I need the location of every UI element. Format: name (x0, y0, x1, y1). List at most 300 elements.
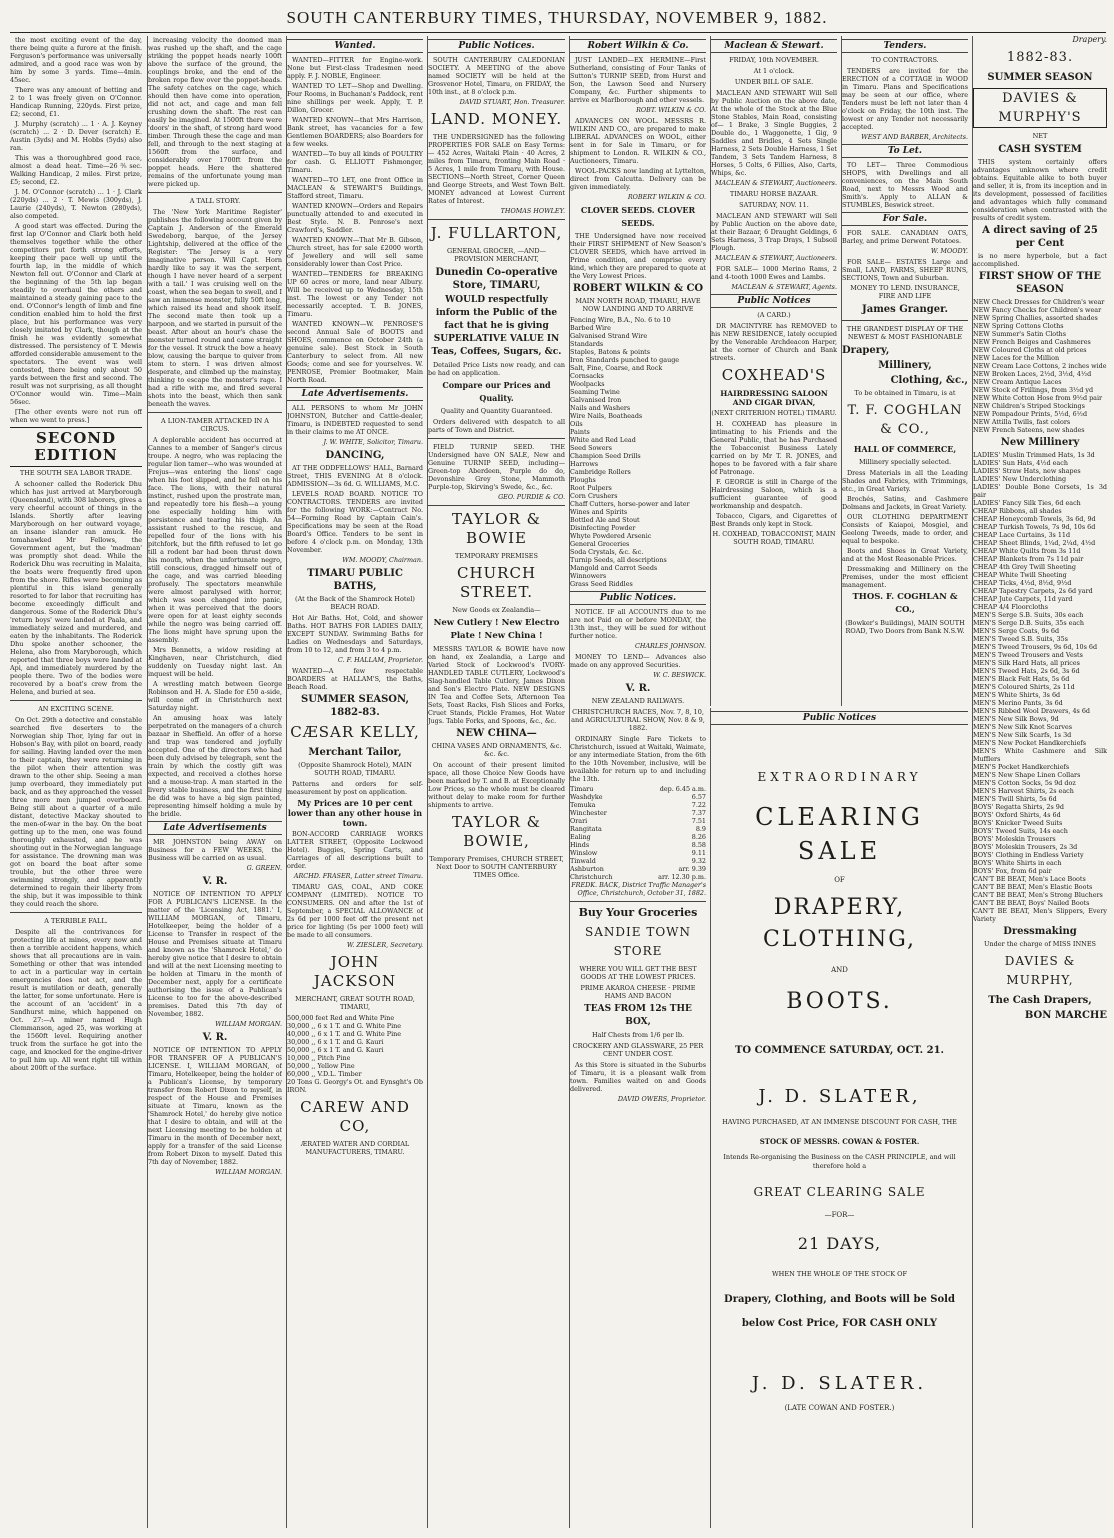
horse-bazaar: TIMARU HORSE BAZAAR. (729, 190, 819, 198)
season-year: 1882-83. (1006, 50, 1074, 65)
goods-item: Whyte Powdered Arsenic (570, 532, 652, 540)
new-item: NEW Spring Challies, assorted shades (973, 314, 1098, 322)
masthead (0, 8, 1114, 28)
price-item: CHEAP Turkish Towels, 7s 9d, 10s 6d (973, 523, 1096, 531)
timetable-row (570, 793, 706, 801)
tall-story-heading: A TALL STORY. (189, 197, 241, 205)
column-6 (710, 36, 837, 706)
goods-item: Fencing Wire, B.A., No. 6 to 10 (570, 316, 671, 324)
price-item: MEN'S New Silk Bows, 9d (973, 715, 1059, 723)
temporary-premises: TEMPORARY PREMISES (455, 552, 538, 560)
public-notices-heading-3: Public Notices (711, 294, 837, 308)
goods-item: Turnip Seeds, all descriptions (570, 556, 667, 564)
press-note: [The other events were not run off when we went to press.] (10, 408, 142, 424)
station-time: 8.58 (691, 841, 706, 849)
price-item: CHEAP Sheet Blinds, 1¼d, 2¼d, 4½d (973, 539, 1096, 547)
goods-item: Champion Seed Drills (570, 452, 641, 460)
station-time: 7.22 (691, 801, 706, 809)
divider (10, 912, 142, 913)
price-item: CAN'T BE BEAT, Men's Strong Bluchers (973, 891, 1103, 899)
drapery-line: Drapery, (842, 345, 890, 356)
price-item: MEN'S Harvest Shirts, 2s each (973, 787, 1074, 795)
timber-item: 30,000 ,, 6 x 1 T. and G. White Pine (287, 1022, 402, 1030)
crockery: CROCKERY AND GLASSWARE, 25 PER CENT UNDER COST. (572, 1042, 704, 1058)
price-item: MEN'S Silk Hard Hats, all prices (973, 659, 1080, 667)
john-jackson: JOHN JACKSON (313, 953, 397, 990)
station-name: Winchester (570, 809, 607, 817)
new-items-list (973, 298, 1107, 434)
summer-season-heading: SUMMER SEASON (987, 72, 1093, 83)
to-let-heading: To Let. (842, 144, 968, 158)
extraordinary: EXTRAORDINARY (757, 770, 922, 784)
timetable-row (570, 785, 706, 793)
price-item: MEN'S Coloured Shirts, 2s 11d (973, 683, 1075, 691)
station-time: 7.51 (691, 817, 706, 825)
new-item: NEW Spring Cottons Cloths (973, 322, 1064, 330)
late-advertisements-heading: Late Advertisements (148, 821, 282, 835)
coghlan-footer: THOS. F. COGHLAN & CO., (852, 592, 958, 615)
price-item: BOYS' Knicker Tweed Suits (973, 819, 1063, 827)
slater-heading: J. D. SLATER, (758, 1086, 921, 1107)
sale-2-signature: MACLEAN & STEWART, Auctioneers. (715, 254, 837, 262)
wanted-ad-3: WANTED KNOWN—that Mrs Harrison, Bank street, has vacancies for a few Gentlemen BOARDERS; also Boarders for a few weeks. (287, 116, 423, 148)
price-item: BOYS' Moleskin Trousers, 2s 3d (973, 843, 1078, 851)
price-item: MEN'S Twill Shirts, 5s 6d (973, 795, 1057, 803)
wanted-ad-4: WANTED—To buy all kinds of POULTRY for cash. G. ELLIOTT Fishmonger, Timaru. (287, 150, 423, 174)
goods-item: Soda Crystals, &c. &c. (570, 548, 644, 556)
taylor-bowie-address: Temporary Premises, CHURCH STREET, Next Door to SOUTH CANTERBURY TIMES Office. (429, 855, 564, 879)
twenty-one-days: 21 DAYS, (797, 1234, 882, 1253)
goods-item: Paints (570, 428, 590, 436)
price-item: LADIES' Straw Hats, new shapes (973, 467, 1081, 475)
clearing-sale: CLEARING SALE (755, 803, 924, 865)
divider (148, 412, 282, 413)
davies-murphy-footer: DAVIES & MURPHY, (1004, 954, 1076, 987)
new-item: NEW Coloured Cloths at old prices (973, 346, 1087, 354)
station-name: Orari (570, 817, 588, 825)
dressmaking-heading: Dressmaking (1003, 926, 1077, 937)
cash-system: CASH SYSTEM (998, 144, 1082, 155)
sandie-town-store: SANDIE TOWN STORE (585, 925, 691, 958)
new-item: NEW Cream Antique Laces (973, 378, 1062, 386)
license-2-signature: WILLIAM MORGAN. (215, 1168, 282, 1176)
price-item: CAN'T BE BEAT, Men's Lace Boots (973, 875, 1086, 883)
timetable-row (570, 865, 706, 873)
land-body: THE UNDERSIGNED has the following PROPERTIES FOR SALE on Easy Terms:— 452 Acres, Waitaki Plain · 40 Acres, 2 miles from Timaru, fronting Main Road · 5 Acres, 1 mile from Timaru, with House. SECTIONS—North Street, Corner Queen and George Streets, and West Town Belt. MONEY advanced at Lowest Current Rates of Interest. (428, 133, 565, 205)
new-item: NEW Stock of Frillings, from 3½d yd (973, 386, 1094, 394)
bennetts-item: Mrs Bennetts, a widow residing at Kinghaven, near Christchurch, died suddenly on Tuesday night last. An inquest will be held. (148, 646, 282, 678)
carew-and-co: CAREW AND CO, (300, 1098, 410, 1135)
notice-signature: CHARLES JOHNSON. (634, 642, 706, 650)
hoax-item: An amusing hoax was lately perpetrated on the managers of a church bazaar in Sheffield. An offer of a horse and trap was tendered and joyfully accepted. One of the directors who had been duly advised by telegraph, sent the train by which the costly gift was expected, and received a clothes horse and a mouse-trap. A man started in the livery stable business, and the first thing he did was to have a big sign painted, representing himself holding a mule by the bridle. (148, 714, 282, 818)
goods-item: Standards (570, 340, 604, 348)
station-name: Ashburton (570, 865, 604, 873)
coxhead-heading: COXHEAD'S (721, 366, 827, 384)
goods-item: Harrows (570, 460, 599, 468)
to-let-ad: TO LET— Three Commodious SHOPS, with Dwellings and all conveniences, on the Main South Road, next to Messrs Wood and Smith's. Apply to ALLAN & STUMBLES, Beswick street. (842, 161, 968, 209)
coghlan-heading: T. F. COGHLAN & CO., (847, 403, 963, 437)
wilkin-address: MAIN NORTH ROAD, TIMARU, HAVE NOW LANDING AND TO ARRIVE (575, 297, 701, 313)
price-item: MEN'S Cotton Socks, 5s 9d doz (973, 779, 1076, 787)
price-item: MEN'S Tweed Hats, 2s 6d, 3s 6d (973, 667, 1080, 675)
price-item: MEN'S New Shape Linen Collars (973, 771, 1081, 779)
accounts-signature: J. W. WHITE, Solicitor, Timaru. (323, 438, 423, 446)
new-item: NEW Laces for the Million (973, 354, 1060, 362)
goods-item: Nails and Washers (570, 404, 631, 412)
tender-signature: WEST AND BARBER, Architects. (861, 133, 968, 141)
tailor-note: Patterns and orders for self-measurement by post on application. (287, 780, 423, 796)
carriage-signature: ARCHD. FRASER, Latter street Timaru. (293, 872, 423, 880)
merchant-tailor: Merchant Tailor, (308, 747, 402, 758)
license-notice-1: NOTICE OF INTENTION TO APPLY FOR A PUBLICAN'S LICENSE. In the matter of the 'Licensing Act, 1881.' I, WILLIAM MORGAN, of Timaru, Hotelkeeper, being the holder of a License to Transfer in respect of the House and Premises situate at Timaru and known as the 'Shamrock Hotel,' do hereby give notice that I desire to obtain and will at the next Licensing meeting to be holden at Timaru in the month of December next, apply for a certificate authorising the issue of a Publican's License to too for the above-described premises. Dated this 7th day of November, 1882. (148, 890, 282, 1018)
divider (428, 505, 565, 506)
divider (148, 192, 282, 193)
column-4 (427, 36, 565, 1528)
timetable-row (570, 809, 706, 817)
station-name: Rangitata (570, 825, 602, 833)
goods-item: Staples, Batons & points (570, 348, 651, 356)
issue-date: THURSDAY, NOVEMBER 9, 1882. (548, 8, 828, 27)
license-notice-2: NOTICE OF INTENTION TO APPLY FOR TRANSFER OF A PUBLICAN'S LICENSE. I, WILLIAM MORGAN, of Timaru, Hotelkeeper, being the holder of a Publican's License, by temporary transfer from Robert Dixon to myself, in respect of the House and Premises situate at Timaru, known as the 'Shamrock Hotel,' do hereby give notice that I desire to obtain, and will at the next Licensing meeting to be holden at Timaru in the month of December next, apply for a transfer of the said License from Robert Dixon to myself. Dated this 7th day of November, 1882. (148, 1046, 282, 1166)
column-8 (972, 36, 1107, 1528)
tobacco-notice: Tobacco, Cigars, and Cigarettes of Best Brands only kept in Stock. (711, 512, 837, 528)
column-3 (286, 36, 423, 1528)
oddfellows-ad: AT THE ODDFELLOWS' HALL, Barnard Street, THIS EVENING At 8 o'clock. ADMISSION—3s 6d. G. WILLIAMS, M.C. (287, 464, 423, 488)
coghlan-address: (Bowker's Buildings), MAIN SOUTH ROAD, Two Doors from Bank N.S.W. (845, 619, 965, 635)
new-item: NEW Check Dresses for Children's wear (973, 298, 1105, 306)
tailor-prices: My Prices are 10 per cent lower than any other house in town. (287, 798, 423, 828)
cowan-foster-stock: STOCK OF MESSRS. COWAN & FOSTER. (759, 1137, 920, 1146)
woolpacks: WOOL-PACKS now landing at Lyttelton, direct from Calcutta. Delivery can be given immediately. (570, 167, 706, 191)
dunedin-store: Dunedin Co-operative Store, TIMARU, (435, 267, 558, 291)
terrible-fall-story: Despite all the contrivances for protecting life at mines, every now and then a terrible accident happens, which shows that all precautions are in vain. Something or other that was intended to act in a particular way in certain emergencies does not act, and the result is mutilation or death, generally the latter, for some unfortunate. Here is the account of an 'accident' in a Sandhurst mine, which happened on Oct. 27:—A miner named Hugh Clemmanson, aged 25, was working at the 1560ft level. Requiring another truck from the surface he got into the cage, and knocked for the engine-driver to pull him up. All went right till within about 200ft of the surface. (10, 928, 142, 1072)
timetable-row (570, 833, 706, 841)
new-item: NEW Children's Striped Stockings (973, 402, 1085, 410)
masthead-rule (10, 32, 1106, 33)
teas-heading: TEAS FROM 12s THE BOX, (584, 1004, 692, 1027)
station-time: 8.26 (691, 833, 706, 841)
boots-and-shoes: Boots and Shoes in Great Variety, and at the Most Reasonable Prices. (842, 547, 968, 563)
station-name: Washdyke (570, 793, 603, 801)
new-item: NEW Attilla Twills, fast colors (973, 418, 1071, 426)
price-item: BOYS' Clothing in Endless Variety (973, 851, 1084, 859)
carriage-works: BON-ACCORD CARRIAGE WORKS LATTER STREET, (Opposite Lockwood Hotel). Buggies, Spring Carts, and Carriages of all descriptions built to order. (287, 830, 423, 870)
price-item: MEN'S Serge D.B. Suits, 35s each (973, 619, 1084, 627)
timber-item: 10,000 ,, Pitch Pine (287, 1054, 351, 1062)
hair-body: H. COXHEAD has pleasure in intimating to his Friends and the General Public, that he has Purchased the Tobacconist Business Lately carried on by Mr T. R. JONES, and hopes to be favored with a fair share of Patronage. (711, 420, 837, 476)
compare-prices: Compare our Prices and Quality. (442, 380, 551, 403)
cheese-hams: PRIME AKAROA CHEESE · PRIME HAMS AND BACON (580, 984, 696, 1000)
price-item: CHEAP White Quilts from 3s 11d (973, 547, 1081, 555)
public-notices-heading: Public Notices. (428, 39, 565, 53)
estates-for-sale: FOR SALE— ESTATES Large and Small, LAND, FARMS, SHEEP RUNS, SECTIONS, Town and Suburban. (842, 258, 968, 282)
price-item: CAN'T BE BEAT, Boys' Nailed Boots (973, 899, 1090, 907)
accounts-ad: ALL PERSONS to whom Mr JOHN JOHNSTON, Butcher and Cattle-dealer, Timaru, is INDEBTED requested to send in their claims to me AT ONCE. (287, 404, 423, 436)
taylor-bowie-heading: TAYLOR & BOWIE (452, 510, 541, 547)
railway-body: ORDINARY Single Fare Tickets to Christchurch, issued at Waitaki, Waimate, or any intermediate Station, from the 6th to the 10th November, inclusive, will be available for return up to and including the 13th. (570, 735, 706, 783)
dressmaking-notice: Dressmaking and Millinery on the Premises, under the most efficient management. (842, 565, 968, 589)
vr-mark: V. R. (202, 1032, 228, 1043)
goods-item: Salt, Fine, Coarse, and Rock (570, 364, 663, 372)
timetable-row (570, 817, 706, 825)
timetable-row (570, 825, 706, 833)
fall-continued: increasing velocity the doomed man was rushed up the shaft, and the cage striking the poppet heads nearly 100ft above the surface of the ground, the couplings broke, and the end of the broken rope flew over the poppet-heads. The safety catches on the cage, which should then have come into operation, did not act, and cage and man fell crushing down the shaft. The rest can easily be imagined. At 1500ft there were 'doors' in the shaft, of strong hard wood timber. Through these the cage and man fell, and through to the next staging at 1560ft from the surface, and considerably over 1700ft from the poppet heads. Here the shattered remains of the unfortunate young man were picked up. (148, 36, 282, 188)
second-edition-heading: SECOND EDITION (10, 427, 142, 467)
teas-subtitle: Half Chests from 1/6 per lb. (591, 1031, 685, 1039)
goods-item: Woolpacks (570, 380, 605, 388)
divider (10, 700, 142, 701)
timber-item: 30,000 ,, 6 x 1 T. and G. Kauri (287, 1038, 384, 1046)
station-name: Ealing (570, 833, 591, 841)
railway-signature: FREDK. BACK, District Traffic Manager's Office, Christchurch, October 31, 1882. (571, 881, 706, 897)
caesar-kelly: CÆSAR KELLY, (290, 723, 420, 741)
accounts-notice: NOTICE. IF all ACCOUNTS due to me are not Paid on or before MONDAY, the 13th inst., they will be sued for without further notice. (570, 608, 706, 640)
price-item: MEN'S Pocket Handkerchiefs (973, 763, 1070, 771)
timetable-row (570, 857, 706, 865)
church-street: CHURCH STREET. (456, 564, 537, 601)
summer-season: SUMMER SEASON, 1882-83. (300, 694, 409, 718)
price-item: CHEAP Blankets from 7s 11d pair (973, 555, 1084, 563)
wool-advances: ADVANCES ON WOOL. MESSRS R. WILKIN AND CO., are prepared to make LIBERAL ADVANCES on WOOL, either sent in for Sale in Timaru, or for shipment to London. R. WILKIN & CO., Auctioneers, Timaru. (570, 117, 706, 165)
station-time: 6.57 (691, 793, 706, 801)
net-label: NET (1032, 132, 1048, 140)
timetable-row (570, 849, 706, 857)
and-label: AND (831, 966, 848, 974)
column-5 (569, 36, 706, 1528)
newspaper-page (10, 36, 1106, 1532)
price-item: CAN'T BE BEAT, Men's Slippers, Every Variety (973, 907, 1107, 923)
woolpacks-signature: ROBERT WILKIN & CO. (627, 193, 706, 201)
price-item: CHEAP White Twill Sheeting (973, 571, 1067, 579)
gas-signature: W. ZIESLER, Secretary. (346, 941, 423, 949)
contractors: TO CONTRACTORS. (871, 56, 939, 64)
goods-item: Bottled Ale and Stout (570, 516, 640, 524)
station-name: Winslow (570, 849, 598, 857)
for-sale-heading: For Sale. (842, 212, 968, 226)
new-item: NEW French Beiges and Cashmeres (973, 338, 1091, 346)
price-item: CHEAP Ribbons, all shades (973, 507, 1062, 515)
timetable-row (570, 801, 706, 809)
price-item: BOYS' Regatta Shirts, 2s 9d (973, 803, 1064, 811)
goods-item: Oils (570, 420, 583, 428)
price-item: LADIES' Sun Hats, 4½d each (973, 459, 1068, 467)
for-label: —FOR— (824, 1211, 855, 1219)
goods-item: Galvanised Strand Wire (570, 332, 648, 340)
timber-item: 60,000 ,, V.D.L. Timber (287, 1070, 362, 1078)
goods-item: Mangold and Carrot Seeds (570, 564, 658, 572)
goods-item: Corn Crushers (570, 492, 618, 500)
baths-body: Hot Air Baths. Hot, Cold, and shower Baths. HOT BATHS FOR LADIES DAILY, EXCEPT SUNDAY. Swimming Baths for Ladies on Wednesdays and Saturdays, from 10 to 12, and from 3 to 4 p.m. (287, 614, 423, 654)
caledonian-society: SOUTH CANTERBURY CALEDONIAN SOCIETY. A MEETING of the above named SOCIETY will be held at the Grosvenor Hotel, Timaru, on FRIDAY, the 10th inst., at 8 o'clock p.m. (428, 56, 565, 96)
dancing-heading: DANCING, (325, 450, 385, 461)
hair-subtitle: (NEXT CRITERION HOTEL) TIMARU. (711, 409, 837, 417)
jackson-subtitle: MERCHANT, GREAT SOUTH ROAD, TIMARU, (295, 995, 415, 1011)
brocades: Brochés, Satins, and Cashmere Dolmans and Jackets, in Great Variety. (842, 495, 968, 511)
wanted-ad-9: WANTED KNOWN—W. PENROSE'S second Annual Sale of BOOTS and SHOES, commence on October 24th (a genuine sale). Best Stock in South Canterbury to select from. All new Goods; come and see for yourselves. W. PENROSE, Premier Bootmaker, Main North Road. (287, 320, 423, 384)
new-cutlery: New Cutlery ! New Electro Plate ! New China ! (433, 618, 560, 641)
handicap-results: J. Murphy (scratch) ... 1 · A. J. Keyney (scratch) ... 2 · D. Dever (scratch) E. Austin (3yds) and M. Hobbs (5yds) also ran. (10, 120, 142, 152)
clearing-sale-ad (710, 708, 968, 1528)
wanted-ad-8: WANTED—TENDERS for BREAKING UP 60 acres or more, land near Albury. Will be received up to Wednesday, 15th inst. The lowest or any Tender not necessarily accepted. T. B. JONES, Timaru. (287, 270, 423, 318)
public-notices-heading-4: Public Notices (711, 711, 968, 725)
price-item: BOYS' Moleskin Trousers (973, 835, 1056, 843)
station-name: Hinds (570, 841, 590, 849)
cottage-tender: TENDERS are invited for the ERECTION of a COTTAGE in WOOD in Timaru. Plans and Specifications may be seen at our office, where Tenders must be left not later than 4 o'clock on Friday, the 10th inst. The lowest or any Tender not necessarily accepted. (842, 67, 968, 131)
clover-seeds-heading: CLOVER SEEDS. CLOVER SEEDS. (580, 205, 696, 228)
labor-trade-heading: THE SOUTH SEA LABOR TRADE. (19, 469, 133, 477)
goods-item: Barbed Wire (570, 324, 611, 332)
money-signature: W. C. BESWICK. (653, 671, 706, 679)
rams-signature: MACLEAN & STEWART, Agents. (731, 283, 837, 291)
system-description: THIS system certainly offers advantages unknown where credit obtains. Equitable alike to both buyer and seller, it is, from its inception and in its development, possessed of facilities and advantages which fully command consideration when contrasted with the results of credit system. (973, 158, 1107, 222)
great-clearing-sale: GREAT CLEARING SALE (753, 1185, 926, 1199)
railways-vr: V. R. (625, 683, 651, 694)
baths-heading: TIMARU PUBLIC BATHS, (307, 568, 403, 592)
price-item: MEN'S Tweed Trousers, 9s 6d, 10s 6d (973, 643, 1098, 651)
new-china: NEW CHINA— (456, 728, 537, 739)
clover-body: THE Undersigned have now received their FIRST SHIPMENT of New Season's CLOVER SEEDS, which have arrived in Prime condition, and comprise every kind, which they are prepared to quote at the Very Lowest Prices. (570, 232, 706, 280)
direct-saving: A direct saving of 25 per Cent (982, 225, 1098, 249)
intends-line: Intends Re-organising the Business on the CASH PRINCIPLE, and will therefore hold a (723, 1153, 956, 1170)
price-item: CHEAP Ticks, 4½d, 8½d, 9½d (973, 579, 1072, 587)
millinery-line: Millinery, (878, 360, 932, 371)
price-item: MEN'S Serge S.B. Suits, 30s each (973, 611, 1084, 619)
johnston-signature: G. GREEN. (246, 864, 282, 872)
of-label: OF (834, 876, 845, 884)
station-name: Tinwald (570, 857, 596, 865)
davies-murphy-heading: DAVIES & MURPHY'S (973, 88, 1107, 128)
wilkin-signature: ROBT. WILKIN & CO. (636, 106, 706, 114)
goods-item: Seaming Twine (570, 388, 620, 396)
grandest-display: THE GRANDEST DISPLAY OF THE NEWEST & MOST FASHIONABLE (846, 325, 964, 341)
new-item: NEW French Sateens, new shades (973, 426, 1085, 434)
station-time: 9.11 (691, 849, 706, 857)
sale-1-signature: MACLEAN & STEWART, Auctioneers. (715, 179, 837, 187)
train-timetable (570, 785, 706, 881)
price-lists: Detailed Price Lists now ready, and can be had on application. (428, 361, 565, 377)
cash-drapers: The Cash Drapers, (988, 995, 1092, 1006)
labor-trade-story: A schooner called the Roderick Dhu which has just arrived at Maryborough (Queensland), with 308 laborers, gives a very cheerful account of things in the Islands. Shortly after leaving Maryborough on her outward voyage, an insane islander ran amuck. He tomahawked Mr Fellows, the Government agent, but the 'madman' was promptly shot dead. While the Roderick Dhu was recruiting in Malaita, the boats were frequently fired upon from the shore. Rifles were becoming as plentiful in this island generally resorted to for labor that recruiting has become exceedingly difficult and dangerous. Some of the Roderick Dhu's 'return boys' were landed at Paala, and immediately seized and murdered, and eaten by the inhabitants. The Roderick Dhu spoke another schooner, the Helena, also from Maryborough, which reported that three boys were landed at Api, and immediately murdered by the people there. Two of the bodies were recovered by a boat's crew from the Helena, and buried at sea. (10, 480, 142, 696)
drapery-small: Drapery. (1072, 36, 1107, 44)
james-granger: James Granger. (861, 304, 948, 315)
price-item: BOYS' Oxford Shirts, 4s 6d (973, 811, 1061, 819)
price-item: LADIES' New Underclothing (973, 475, 1067, 483)
wilkin-co-heading: ROBERT WILKIN & CO (572, 283, 704, 294)
station-time: 8.9 (695, 825, 706, 833)
dress-materials: Dress Materials in all the Leading Shades and Fabrics, with Trimmings, etc., in Great Variety. (842, 469, 968, 493)
tenders-heading: Tenders. (842, 39, 968, 53)
handicap-paragraph: There was any amount of betting and 2 to 1 was freely given on O'Connor. Handicap Running, 220yds. First prize, £2; second, £1. (10, 86, 142, 118)
price-item: LADIES' Fancy Silk Ties, 6d each (973, 499, 1081, 507)
races-heading: CHRISTCHURCH RACES, Nov. 7, 8, 10, and AGRICULTURAL SHOW, Nov. 8 & 9, 1882. (571, 708, 705, 732)
public-notices-heading-2: Public Notices. (570, 591, 706, 605)
exciting-scene-heading: AN EXCITING SCENE. (38, 705, 114, 713)
price-item: MEN'S New Silk Scarfs, 1s 3d (973, 731, 1072, 739)
station-time: 9.32 (691, 857, 706, 865)
obtained-line: To be obtained in Timaru, is at (854, 389, 956, 397)
boots-heading: BOOTS. (786, 989, 893, 1014)
new-item: NEW White Cotton Hose from 9½d pair (973, 394, 1103, 402)
price-item: MEN'S New Pocket Handkerchiefs (973, 739, 1087, 747)
land-money-heading: LAND. MONEY. (430, 110, 563, 128)
bill-of-sale: UNDER BILL OF SALE. (734, 78, 814, 86)
clothing-line: Clothing, &c., (890, 375, 968, 386)
goods-item: Disinfecting Powder (570, 524, 636, 532)
column-2 (147, 36, 282, 1528)
tall-story: The 'New York Maritime Register' publishes the following account given by Captain J. Anderson of the Emerald Swedeborg, barque, of the Jersey Lightship, delivered at the office of the Register: 'The Jersey is a very imaginative person. Will Capt. Horn hardly like to say it was the serpent, though I have never heard of a serpent with a tail.' I was cruising well on the coast, when the sea began to swell, and I saw an immense monster, fully 50ft long, which raised its head and shook itself. The second mate then took up a harpoon, and we started in pursuit of the beast. After about an hour's chase the monster turned round and came straight for the vessel. It struck the bow a heavy blow, causing the barque to quiver from stem to stern. I was driven almost desperate, and climbed up the mainstay, thinking to escape the monster's rage. I had a rifle with me, and fired several shots into the beast, which then sank beneath the waves. (148, 208, 282, 408)
buy-groceries: Buy Your Groceries (578, 906, 698, 919)
lion-tamer-story: A deplorable accident has occurred at Cannes to a member of Sanger's circus troupe. A negro, who was replacing the regular lion tamer—who was wounded at Frejus—was entering the lions' cage when his foot slipped, and he fell on his face. The lions, with their natural instinct, rushed upon the prostrate man, and repeatedly tore his flesh—a young one especially holding him with persistence and tearing his thigh. An assistant rushed to the rescue, and repelled four of the lions with his pitchfork, but the fifth refused to let go till a rodent bar had been thrust down his mouth, when the unfortunate negro, still conscious, dragged himself out of the cage, and was carried bleeding profusely. The spectators meanwhile were almost paralysed with horror, which was soon changed into panic, when it was perceived that the doors were open for at least eighty seconds while the negro was being carried off. The lions might have sprung upon the assembly. (148, 436, 282, 644)
price-item: MEN'S New Silk Knot Scarves (973, 723, 1073, 731)
friday-date: FRIDAY, 10th NOVEMBER. (729, 56, 819, 64)
price-item: BOYS' White Shirts in each (973, 859, 1062, 867)
fullarton-heading: J. FULLARTON, (430, 224, 563, 242)
station-name: Christchurch (570, 873, 613, 881)
oats-signature: W. MOODY. (930, 247, 968, 255)
wanted-ad-2: WANTED TO LET—Shop and Dwelling. Four Rooms, in Buchanan's Paddock, rent nine shillings per week. Apply, T. P. Dillon, Grocer. (287, 82, 423, 114)
wanted-ad-1: WANTED—FITTER for Engine-work. None but First-class Tradesmen need apply. F. J. NOBLE, Engineer. (287, 56, 423, 80)
price-item: BOYS' Tweed Suits, 14s each (973, 827, 1068, 835)
when-line: WHEN THE WHOLE OF THE STOCK OF (771, 1270, 908, 1278)
millinery-selected: Millinery specially selected. (858, 458, 952, 466)
superior-value: WOULD respectfully inform the Public of the fact that he is giving SUPERLATIVE VALUE IN Teas, Coffees, Sugars, &c. (431, 295, 562, 357)
timetable-row (570, 841, 706, 849)
timber-item: 500,000 feet Red and White Pine (287, 1014, 395, 1022)
wanted-ad-5: WANTED—TO LET, one front Office in MACLEAN & STEWART'S Buildings, Stafford street, Timaru. (287, 176, 423, 200)
timber-list (287, 1014, 423, 1094)
price-item: CHEAP Tapestry Carpets, 2s 6d yard (973, 587, 1093, 595)
wrestling-item: A wrestling match between George Robinson and H. A. Slade for £50 a-side, will come off in Christchurch next Saturday night. (148, 680, 282, 712)
price-item: CHEAP Jute Carpets, 11d yard (973, 595, 1073, 603)
caledonian-signature: DAVID STUART, Hon. Treasurer. (459, 98, 565, 106)
divider (428, 438, 565, 439)
terrible-fall-heading: A TERRIBLE FALL. (44, 917, 108, 925)
orders-delivered: Orders delivered with despatch to all parts of Town and District. (428, 418, 565, 434)
new-item: NEW Broken Laces, 2½d, 3½d, 4½d (973, 370, 1092, 378)
saving-note: is no mere hyperbole, but a fact accomplished. (973, 252, 1107, 268)
goods-item: Winnowers (570, 572, 607, 580)
commence-date: TO COMMENCE SATURDAY, OCT. 21. (734, 1045, 945, 1056)
divider (570, 901, 706, 902)
price-item: CHEAP Honeycomb Towels, 3s 6d, 9d (973, 515, 1096, 523)
new-millinery: New Millinery (1000, 437, 1080, 448)
baths-signature: C. F. HALLAM, Proprietor. (337, 656, 423, 664)
price-item: CHEAP 4/4 Floorcloths (973, 603, 1049, 611)
vr-mark: V. R. (202, 876, 228, 887)
new-item: NEW Summer's Satin Cloths (973, 330, 1067, 338)
maclean-heading: Maclean & Stewart. (711, 39, 837, 53)
price-item: LADIES' Double Bone Corsets, 1s 3d pair (973, 483, 1107, 499)
price-item: CAN'T BE BEAT, Men's Elastic Boots (973, 883, 1093, 891)
macintyre-notice: DR MACINTYRE has REMOVED to his NEW RESIDENCE, lately occupied by the Venerable Archdeacon Harper, at the corner of Church and Bank streets. (711, 322, 837, 362)
timber-item: 50,000 ,, 6 x 1 T. and G. Kauri (287, 1046, 384, 1054)
price-item: MEN'S White Cashmere and Silk Mufflers (973, 747, 1107, 763)
hall-of-commerce: HALL OF COMMERCE, (853, 444, 957, 454)
sandie-note: As this Store is situated in the Suburbs of Timaru, it is a pleasant walk from town. Families waited on and Goods delivered. (570, 1061, 706, 1093)
price-item: CHEAP 4th Grey Twill Sheeting (973, 563, 1076, 571)
slater-footer: J. D. SLATER. (751, 1373, 928, 1394)
taylor-bowie-footer: TAYLOR & BOWIE, (452, 813, 541, 850)
grocer-subtitle: GENERAL GROCER, —AND— PROVISION MERCHANT, (446, 247, 547, 263)
price-item: LADIES' Muslin Trimmed Hats, 1s 3d (973, 451, 1095, 459)
railways-heading: NEW ZEALAND RAILWAYS. (591, 697, 685, 705)
wilkin-heading: Robert Wilkin & Co. (570, 39, 706, 53)
rams-for-sale: FOR SALE— 1000 Merino Rams, 2 and 4-tooth 1000 Ewes and Lambs. (711, 265, 837, 281)
goods-item: Iron Standards punched to gauge (570, 356, 680, 364)
price-item: MEN'S Tweed Trousers and Vests (973, 651, 1083, 659)
station-time: 7.37 (691, 809, 706, 817)
goods-item: Wines and Spirits (570, 508, 628, 516)
